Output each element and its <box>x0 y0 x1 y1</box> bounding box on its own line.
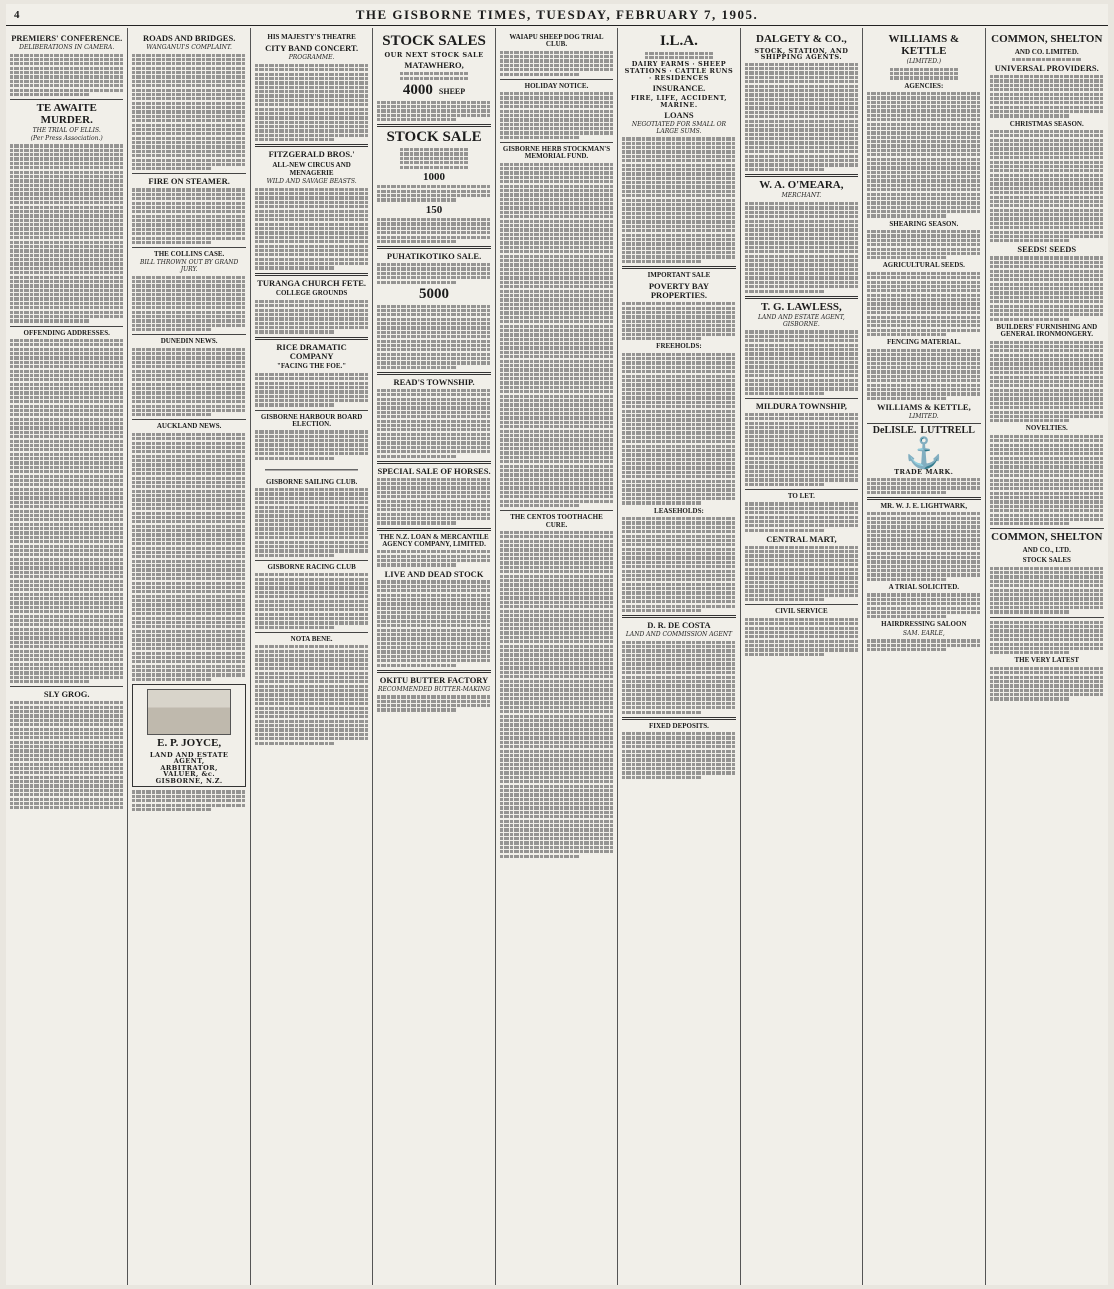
headline-dalgety: DALGETY & CO., <box>756 33 847 45</box>
headline-poverty-bay-properties: POVERTY BAY PROPERTIES. <box>648 281 710 301</box>
article-text <box>377 580 490 666</box>
article-text <box>377 218 490 243</box>
article-text <box>255 573 368 629</box>
press-association: (Per Press Association.) <box>30 134 103 142</box>
headline-waiapu-sheep-dog-trial: WAIAPU SHEEP DOG TRIAL CLUB. <box>509 33 604 49</box>
article-text <box>255 488 368 557</box>
masthead <box>6 4 1108 26</box>
article-text <box>255 430 368 459</box>
headline-freeholds: FREEHOLDS: <box>656 342 702 351</box>
sheep-count: 4000 <box>402 81 433 98</box>
headline-common-shelton-2: COMMON, SHELTON <box>991 531 1103 544</box>
headline-seeds: SEEDS! SEEDS <box>1017 244 1077 255</box>
ship-illustration <box>265 462 358 476</box>
article-text <box>867 68 980 80</box>
headline-fitzgerald-bros: FITZGERALD BROS.' <box>268 149 355 160</box>
article-text <box>377 478 490 525</box>
columns <box>6 28 1108 1285</box>
headline-racing-club: GISBORNE RACING CLUB <box>267 562 356 571</box>
article-text <box>622 353 735 505</box>
headline-college-grounds: COLLEGE GROUNDS <box>275 289 348 298</box>
headline-mildura-township: MILDURA TOWNSHIP, <box>755 400 847 411</box>
column-3 <box>251 28 373 1285</box>
subhead: RECOMMENDED BUTTER-MAKING <box>377 685 491 693</box>
subhead: BILL THROWN OUT BY GRAND JURY. <box>139 259 239 273</box>
subhead: PROGRAMME. <box>288 54 335 62</box>
headline-stock-sales: STOCK SALES <box>382 33 486 49</box>
article-text <box>377 101 490 122</box>
article-text <box>867 478 980 494</box>
headline-turanga-church-fete: TURANGA CHURCH FETE. <box>257 277 367 288</box>
headline-stock-sale: STOCK SALE <box>386 129 482 146</box>
article-text <box>500 92 613 139</box>
article-text <box>867 272 980 336</box>
headline-puhatikotiko-sale: PUHATIKOTIKO SALE. <box>386 251 482 262</box>
column-6 <box>618 28 740 1285</box>
headline-special-sale-of-horses: SPECIAL SALE OF HORSES. <box>377 465 491 476</box>
article-text <box>132 54 245 171</box>
headline-live-and-dead-stock: LIVE AND DEAD STOCK <box>384 568 484 579</box>
column-5 <box>496 28 618 1285</box>
headline-centos-toothache-cure: THE CENTOS TOOTHACHE CURE. <box>510 513 603 529</box>
article-text <box>255 373 368 407</box>
headline-dunedin-news: DUNEDIN NEWS. <box>160 337 218 346</box>
article-text <box>500 51 613 76</box>
headline-leaseholds: LEASEHOLDS: <box>654 506 704 515</box>
headline-city-band-concert: CITY BAND CONCERT. <box>265 43 359 54</box>
headline-universal-providers: UNIVERSAL PROVIDERS. <box>994 63 1099 74</box>
article-text <box>990 75 1104 118</box>
headline-memorial-fund: GISBORNE HERB STOCKMAN'S MEMORIAL FUND. <box>502 145 611 161</box>
joyce-name: E. P. JOYCE, <box>157 736 222 749</box>
article-text <box>622 52 735 60</box>
classifieds-text <box>500 531 613 858</box>
article-text <box>867 349 980 400</box>
headline-collins-case: THE COLLINS CASE. <box>154 250 225 259</box>
masthead-title: THE GISBORNE TIMES, TUESDAY, FEBRUARY 7, 1905. <box>355 6 759 22</box>
article-text <box>867 512 980 581</box>
subhead: WILD AND SAVAGE BEASTS. <box>266 178 357 186</box>
subhead: DELIBERATIONS IN CAMERA. <box>19 43 115 51</box>
newspaper-page <box>6 4 1108 1285</box>
column-4 <box>373 28 495 1285</box>
headline-facing-the-foe: "FACING THE FOE." <box>277 362 347 371</box>
building-illustration <box>147 689 231 735</box>
column-8 <box>863 28 985 1285</box>
article-text <box>622 641 735 714</box>
article-text <box>132 348 245 417</box>
headline-nz-loan-agency: THE N.Z. LOAN & MERCANTILE AGENCY COMPANY, LIMITED. <box>379 532 489 548</box>
headline-sly-grog: SLY GROG. <box>43 689 90 700</box>
dalgety-services: STOCK, STATION, AND SHIPPING AGENTS. <box>754 46 849 62</box>
count-1000: 1000 <box>423 170 446 183</box>
article-text <box>377 550 490 566</box>
headline-fire-on-steamer: FIRE ON STEAMER. <box>148 176 230 187</box>
subhead: WANGANUI'S COMPLAINT. <box>146 43 232 51</box>
headline-premiers-conference: PREMIERS' CONFERENCE. <box>11 33 123 43</box>
subhead: LAND AND ESTATE AGENT, GISBORNE. <box>757 314 845 328</box>
headline-builders-furnishing: BUILDERS' FURNISHING AND GENERAL IRONMONGERY. <box>996 322 1098 339</box>
headline-rice-dramatic-company: RICE DRAMATIC COMPANY <box>276 341 347 361</box>
article-text <box>377 305 490 369</box>
headline-agencies: AGENCIES: <box>904 81 944 90</box>
subhead: NEGOTIATED FOR SMALL OR LARGE SUMS. <box>631 121 727 135</box>
article-text <box>10 54 123 97</box>
article-text <box>867 230 980 259</box>
headline-to-let: TO LET. <box>787 492 815 501</box>
article-text <box>745 413 858 486</box>
headline-very-latest: THE VERY LATEST <box>1014 656 1080 665</box>
programme-text <box>255 64 368 142</box>
article-text <box>867 92 980 218</box>
article-text <box>255 645 368 744</box>
headline-williams-kettle: WILLIAMS & KETTLE <box>888 33 960 57</box>
headline-his-majestys-theatre: HIS MAJESTY'S THEATRE <box>267 33 356 41</box>
article-text <box>10 339 123 683</box>
headline-trial-solicited: A TRIAL SOLICITED. <box>888 583 960 592</box>
sheep-count-row <box>377 83 490 99</box>
article-text <box>990 435 1104 526</box>
article-text <box>255 300 368 334</box>
article-text <box>10 701 123 809</box>
headline-important-sale: IMPORTANT SALE <box>647 271 711 279</box>
subhead: SAM. EARLE, <box>902 629 945 637</box>
article-text <box>377 263 490 284</box>
article-text <box>622 137 735 263</box>
headline-common-shelton-b: AND CO. LIMITED. <box>1014 47 1079 56</box>
sheep-label: SHEEP <box>438 86 466 96</box>
article-text <box>377 148 490 169</box>
logo-right-text: LUTTRELL <box>920 425 975 437</box>
anchor-icon: ⚓ <box>905 435 943 471</box>
headline-shearing-season: SHEARING SEASON. <box>889 219 959 228</box>
classifieds-text <box>500 163 613 507</box>
article-text <box>745 502 858 531</box>
column-9 <box>986 28 1108 1285</box>
delisle-luttrell-logo <box>867 425 980 437</box>
headline-stock-sales-2: STOCK SALES <box>1022 556 1071 565</box>
article-text <box>622 302 735 340</box>
article-text <box>867 593 980 618</box>
article-text <box>377 185 490 201</box>
article-text <box>745 330 858 394</box>
headline-lawless: T. G. LAWLESS, <box>760 300 842 313</box>
article-text <box>622 732 735 779</box>
article-text <box>990 621 1104 655</box>
article-text <box>745 202 858 293</box>
article-text <box>377 695 490 711</box>
article-text <box>132 790 245 811</box>
count-5000: 5000 <box>419 285 450 302</box>
headline-offending-addresses: OFFENDING ADDRESSES. <box>23 328 110 337</box>
headline-central-mart: CENTRAL MART, <box>766 533 837 544</box>
trade-mark-label: TRADE MARK. <box>894 467 954 476</box>
headline-civil-service: CIVIL SERVICE <box>775 607 828 616</box>
article-text <box>10 144 123 322</box>
headline-sailing-club: GISBORNE SAILING CLUB. <box>265 477 358 486</box>
insurance-types: FIRE, LIFE, ACCIDENT, MARINE. <box>630 94 727 109</box>
column-7 <box>741 28 863 1285</box>
headline-fencing-material: FENCING MATERIAL. <box>886 338 961 347</box>
headline-holiday-notice: HOLIDAY NOTICE. <box>524 81 589 90</box>
headline-agricultural-seeds: AGRICULTURAL SEEDS. <box>882 261 965 270</box>
headline-insurance: INSURANCE. <box>652 83 706 94</box>
column-2 <box>128 28 250 1285</box>
subhead: LAND AND COMMISSION AGENT <box>625 630 732 638</box>
subhead: (LIMITED.) <box>906 58 942 66</box>
article-text <box>745 546 858 602</box>
count-150: 150 <box>425 203 443 216</box>
article-text <box>990 130 1104 243</box>
headline-christmas-season: CHRISTMAS SEASON. <box>1009 119 1084 128</box>
headline-reads-township: READ'S TOWNSHIP. <box>393 376 475 387</box>
headline-roads-and-bridges: ROADS AND BRIDGES. <box>142 33 236 43</box>
headline-omeara: W. A. O'MEARA, <box>759 178 844 191</box>
article-text <box>745 618 858 656</box>
headline-williams-kettle-2: WILLIAMS & KETTLE, <box>876 401 971 412</box>
article-text <box>132 433 245 681</box>
headline-harbour-board-election: GISBORNE HARBOUR BOARD ELECTION. <box>260 412 363 428</box>
article-text <box>990 667 1104 701</box>
headline-hairdressing-saloon: HAIRDRESSING SALOON <box>881 620 967 629</box>
headline-ila: I.L.A. <box>659 33 698 49</box>
article-text <box>132 188 245 244</box>
article-text <box>867 639 980 651</box>
joyce-line-4: GISBORNE, N.Z. <box>155 776 223 785</box>
article-text <box>990 58 1104 61</box>
next-stock-sale: OUR NEXT STOCK SALE <box>384 50 484 59</box>
headline-de-costa: D. R. DE COSTA <box>647 620 711 631</box>
article-text <box>745 63 858 171</box>
article-text <box>622 517 735 612</box>
subhead: MERCHANT. <box>781 192 822 200</box>
article-text <box>990 256 1104 320</box>
headline-auckland-news: AUCKLAND NEWS. <box>156 422 222 431</box>
headline-circus: ALL-NEW CIRCUS AND MENAGERIE <box>272 161 351 177</box>
joyce-line-3: VALUER, &c. <box>163 770 216 779</box>
headline-okitu-butter-factory: OKITU BUTTER FACTORY <box>379 674 489 685</box>
headline-nota-bene: NOTA BENE. <box>290 634 333 643</box>
headline-common-shelton: COMMON, SHELTON <box>991 33 1103 45</box>
location-matawhero: MATAWHERO, <box>404 60 464 71</box>
headline-te-awaite-murder: TE AWAITE MURDER. <box>36 102 97 126</box>
logo-left-text: DeLISLE. <box>872 425 917 437</box>
property-types: DAIRY FARMS · SHEEP STATIONS · CATTLE RUNS · RESIDENCES <box>624 60 734 82</box>
headline-lightwark: MR. W. J. E. LIGHTWARK, <box>880 501 968 510</box>
column-1 <box>6 28 128 1285</box>
article-text <box>990 341 1104 423</box>
joyce-line-2: ARBITRATOR, <box>160 763 218 772</box>
headline-common-shelton-2b: AND CO., LTD. <box>1022 546 1071 555</box>
headline-fixed-deposits: FIXED DEPOSITS. <box>648 721 709 730</box>
article-text <box>377 72 490 80</box>
headline-novelties: NOVELTIES. <box>1025 424 1068 433</box>
joyce-advertisement <box>132 684 245 788</box>
page-number: 4 <box>14 8 21 21</box>
article-text <box>132 276 245 332</box>
joyce-line-1: LAND AND ESTATE AGENT, <box>149 750 229 766</box>
article-text <box>377 389 490 458</box>
subhead: THE TRIAL OF ELLIS. <box>32 127 101 135</box>
headline-loans: LOANS <box>664 110 694 121</box>
article-text <box>255 188 368 270</box>
article-text <box>990 567 1104 614</box>
subhead: LIMITED. <box>908 412 939 420</box>
